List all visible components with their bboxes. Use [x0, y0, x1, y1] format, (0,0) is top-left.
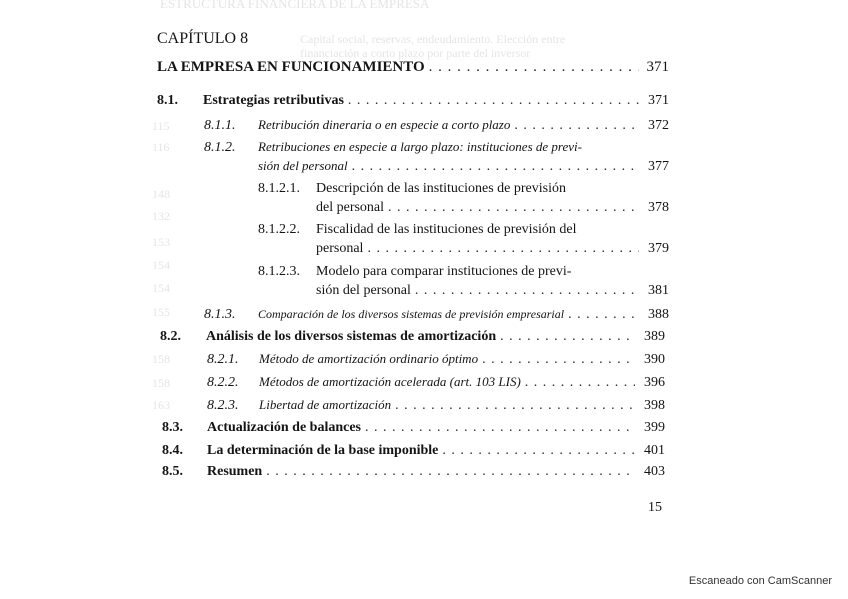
entry-title: Retribuciones en especie a largo plazo: instituciones de previ-	[258, 139, 582, 154]
entry-number: 8.4.	[162, 443, 183, 458]
leader-dots	[568, 306, 639, 324]
leader-dots	[348, 92, 639, 110]
entry-number: 8.1.2.	[204, 140, 236, 155]
chapter-title-row	[157, 58, 669, 76]
chapter-title: LA EMPRESA EN FUNCIONAMIENTO	[157, 59, 425, 75]
leader-dots	[500, 328, 635, 346]
toc-entry	[204, 116, 669, 135]
ghost-line: Capital social, reservas, endeudamiento. Elección entre	[300, 32, 566, 46]
entry-title: Estrategias retributivas	[203, 93, 344, 108]
ghost-number: 163	[152, 398, 170, 412]
leader-dots	[365, 419, 635, 437]
leader-dots	[388, 199, 639, 217]
entry-number: 8.2.2.	[207, 375, 239, 390]
toc-entry	[160, 328, 665, 346]
leader-dots	[442, 442, 635, 460]
ghost-number: 148	[152, 187, 170, 201]
toc-entry-continuation	[316, 199, 669, 217]
page-number: 379	[648, 241, 669, 256]
entry-title: Actualización de balances	[207, 420, 361, 435]
toc-entry	[204, 305, 669, 324]
ghost-number: 115	[152, 119, 170, 133]
toc-entry-continuation	[316, 282, 669, 300]
page-number: 378	[648, 200, 669, 215]
toc-entry	[157, 92, 669, 110]
entry-number: 8.3.	[162, 420, 183, 435]
leader-dots	[415, 282, 639, 300]
ghost-number: 158	[152, 376, 170, 390]
ghost-number: 154	[152, 258, 170, 272]
toc-entry-continuation	[258, 157, 669, 176]
page-number: 371	[646, 59, 669, 75]
ghost-number: 154	[152, 281, 170, 295]
toc-entry	[162, 463, 665, 481]
ghost-number: 158	[152, 352, 170, 366]
page-number: 371	[648, 93, 669, 108]
page-number: 388	[648, 307, 669, 322]
page-number: 401	[644, 443, 665, 458]
toc-entry	[204, 138, 624, 157]
chapter-label: CAPÍTULO 8	[157, 30, 249, 47]
ghost-header: ESTRUCTURA FINANCIERA DE LA EMPRESA	[160, 0, 430, 11]
entry-title: Análisis de los diversos sistemas de amortización	[206, 329, 497, 344]
page-number: 390	[644, 352, 665, 367]
entry-number: 8.1.2.3.	[258, 264, 300, 279]
leader-dots	[525, 374, 635, 392]
page-number: 396	[644, 375, 665, 390]
folio-page-number: 15	[648, 500, 662, 515]
toc-entry	[207, 373, 665, 392]
ghost-number: 155	[152, 305, 170, 319]
entry-number: 8.1.2.2.	[258, 222, 300, 237]
toc-entry-continuation	[316, 240, 669, 258]
ghost-number: 132	[152, 209, 170, 223]
entry-title: Descripción de las instituciones de previsión	[316, 181, 566, 196]
leader-dots	[352, 158, 639, 176]
entry-number: 8.2.1.	[207, 352, 239, 367]
page-number: 377	[648, 159, 669, 174]
ghost-number: 116	[152, 140, 170, 154]
leader-dots	[266, 463, 635, 481]
toc-entry	[258, 263, 624, 281]
leader-dots	[429, 58, 639, 76]
entry-number: 8.1.1.	[204, 118, 236, 133]
entry-title: Libertad de amortización	[259, 397, 392, 412]
entry-number: 8.1.2.1.	[258, 181, 300, 196]
entry-title: Retribución dineraria o en especie a corto plazo	[258, 117, 511, 132]
entry-title: Fiscalidad de las instituciones de previsión del	[316, 222, 577, 237]
toc-entry	[207, 396, 665, 415]
scanner-watermark: Escaneado con CamScanner	[688, 575, 832, 587]
page-number: 399	[644, 420, 665, 435]
toc-entry	[258, 180, 624, 198]
leader-dots	[395, 397, 635, 415]
toc-entry	[162, 442, 665, 460]
toc-entry	[207, 350, 665, 369]
entry-title: Modelo para comparar instituciones de previ-	[316, 264, 572, 279]
entry-number: 8.5.	[162, 464, 183, 479]
page-number: 389	[644, 329, 665, 344]
page-number: 372	[648, 118, 669, 133]
ghost-line: financiación a corto plazo por parte del inversor	[300, 46, 531, 60]
entry-title-continued: sión del personal	[316, 283, 411, 298]
entry-title: Comparación de los diversos sistemas de previsión empresarial	[258, 307, 565, 321]
toc-entry	[162, 419, 665, 437]
page-number: 398	[644, 398, 665, 413]
leader-dots	[482, 351, 635, 369]
page-number: 403	[644, 464, 665, 479]
entry-title: Resumen	[207, 464, 263, 479]
page-number: 381	[648, 283, 669, 298]
entry-number: 8.2.3.	[207, 398, 239, 413]
entry-number: 8.1.3.	[204, 307, 236, 322]
entry-title-continued: personal	[316, 241, 364, 256]
ghost-number: 153	[152, 235, 170, 249]
entry-title: Métodos de amortización acelerada (art. 103 LIS)	[259, 374, 521, 389]
entry-title: Método de amortización ordinario óptimo	[259, 351, 479, 366]
entry-title: La determinación de la base imponible	[207, 443, 439, 458]
entry-number: 8.1.	[157, 93, 178, 108]
entry-title-continued: del personal	[316, 200, 385, 215]
entry-number: 8.2.	[160, 329, 181, 344]
leader-dots	[514, 117, 639, 135]
entry-title-continued: sión del personal	[258, 158, 348, 173]
leader-dots	[367, 240, 639, 258]
toc-entry	[258, 221, 624, 239]
